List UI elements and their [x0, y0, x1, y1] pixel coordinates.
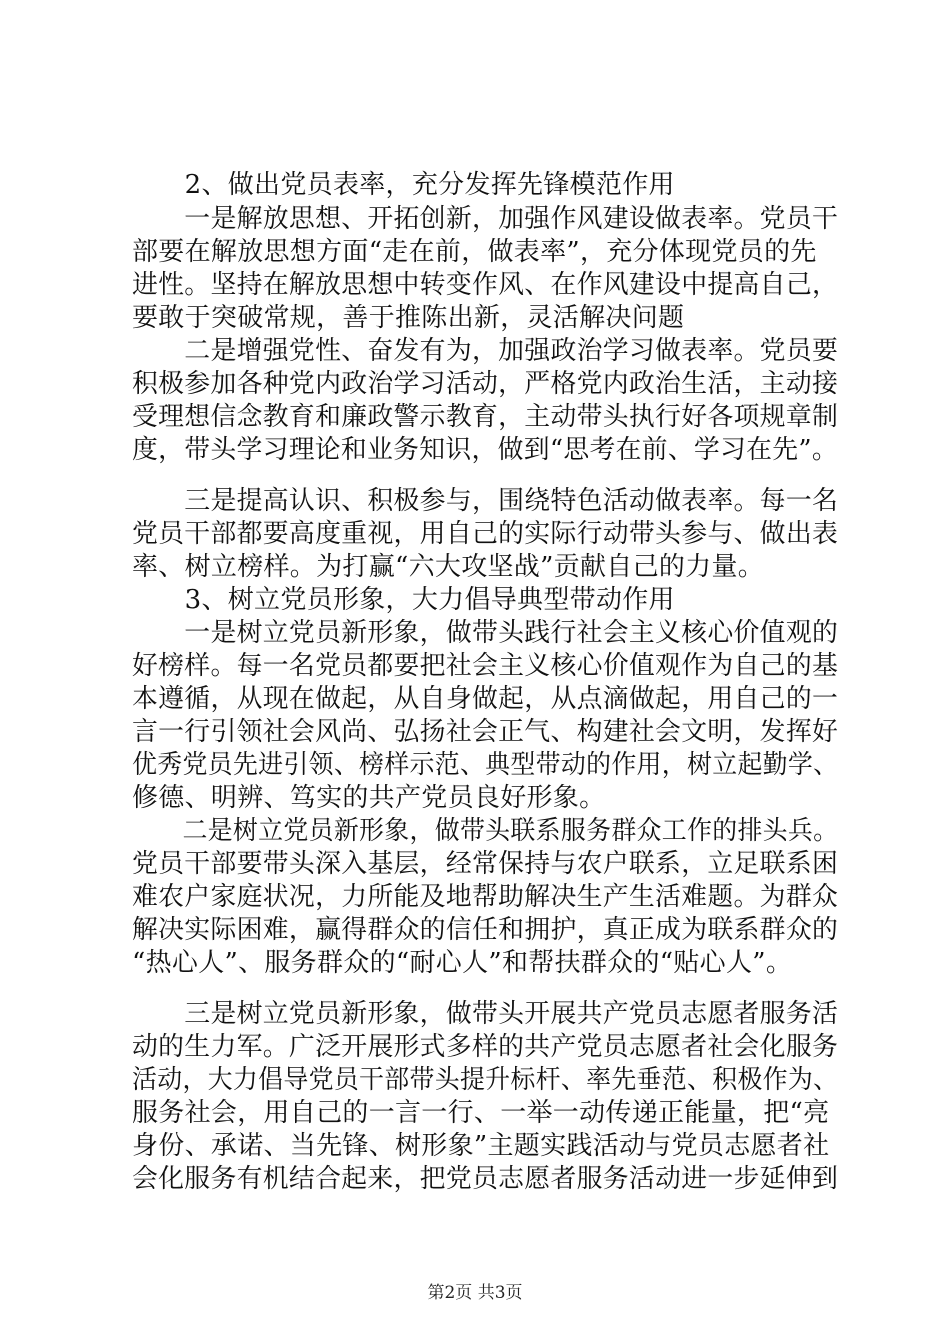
paragraph-line: 会化服务有机结合起来，把党员志愿者服务活动进一步延伸到: [132, 1164, 839, 1194]
paragraph-line: 身份、承诺、当先锋、树形象”主题实践活动与党员志愿者社: [132, 1131, 830, 1161]
paragraph-line: “热心人”、服务群众的“耐心人”和帮扶群众的“贴心人”。: [132, 948, 793, 978]
paragraph-line: 部要在解放思想方面“走在前，做表率”，充分体现党员的先: [132, 237, 817, 267]
paragraph-line: 三是提高认识、积极参与，围绕特色活动做表率。每一名: [132, 486, 839, 516]
section-heading: 3、树立党员形象，大力倡导典型带动作用: [132, 585, 675, 615]
paragraph-line: 积极参加各种党内政治学习活动，严格党内政治生活，主动接: [132, 369, 839, 399]
section-heading: 2、做出党员表率，充分发挥先锋模范作用: [132, 170, 675, 200]
paragraph-line: 本遵循，从现在做起，从自身做起，从点滴做起，用自己的一: [132, 684, 839, 714]
paragraph-line: 好榜样。每一名党员都要把社会主义核心价值观作为自己的基: [132, 651, 839, 681]
paragraph-line: 要敢于突破常规，善于推陈出新，灵活解决问题: [132, 303, 685, 333]
paragraph-line: 优秀党员先进引领、榜样示范、典型带动的作用，树立起勤学、: [132, 750, 839, 780]
paragraph-line: 率、树立榜样。为打赢“六大攻坚战”贡献自己的力量。: [132, 552, 765, 582]
paragraph-line: 解决实际困难，赢得群众的信任和拥护，真正成为联系群众的: [132, 915, 839, 945]
page-number-footer: 第2页 共3页: [427, 1283, 523, 1303]
paragraph-line: 服务社会，用自己的一言一行、一举一动传递正能量，把“亮: [132, 1098, 830, 1128]
paragraph-line: 进性。坚持在解放思想中转变作风、在作风建设中提高自己，: [132, 270, 839, 300]
paragraph-line: 活动，大力倡导党员干部带头提升标杆、率先垂范、积极作为、: [132, 1065, 839, 1095]
paragraph-line: 动的生力军。广泛开展形式多样的共产党员志愿者社会化服务: [132, 1032, 839, 1062]
paragraph-line: 二是增强党性、奋发有为，加强政治学习做表率。党员要: [132, 336, 839, 366]
paragraph-line: 度，带头学习理论和业务知识，做到“思考在前、学习在先”。: [132, 435, 839, 465]
paragraph-line: 一是树立党员新形象，做带头践行社会主义核心价值观的: [132, 618, 839, 648]
paragraph-line: 党员干部要带头深入基层，经常保持与农户联系，立足联系困: [132, 849, 839, 879]
paragraph-line: 一是解放思想、开拓创新，加强作风建设做表率。党员干: [132, 204, 839, 234]
paragraph-line: 难农户家庭状况，力所能及地帮助解决生产生活难题。为群众: [132, 882, 839, 912]
paragraph-line: 二是树立党员新形象，做带头联系服务群众工作的排头兵。: [132, 816, 839, 846]
paragraph-line: 三是树立党员新形象，做带头开展共产党员志愿者服务活: [132, 999, 839, 1029]
paragraph-line: 言一行引领社会风尚、弘扬社会正气、构建社会文明，发挥好: [132, 717, 839, 747]
paragraph-line: 修德、明辨、笃实的共产党员良好形象。: [132, 783, 606, 813]
paragraph-line: 受理想信念教育和廉政警示教育，主动带头执行好各项规章制: [132, 402, 839, 432]
paragraph-line: 党员干部都要高度重视，用自己的实际行动带头参与、做出表: [132, 519, 839, 549]
